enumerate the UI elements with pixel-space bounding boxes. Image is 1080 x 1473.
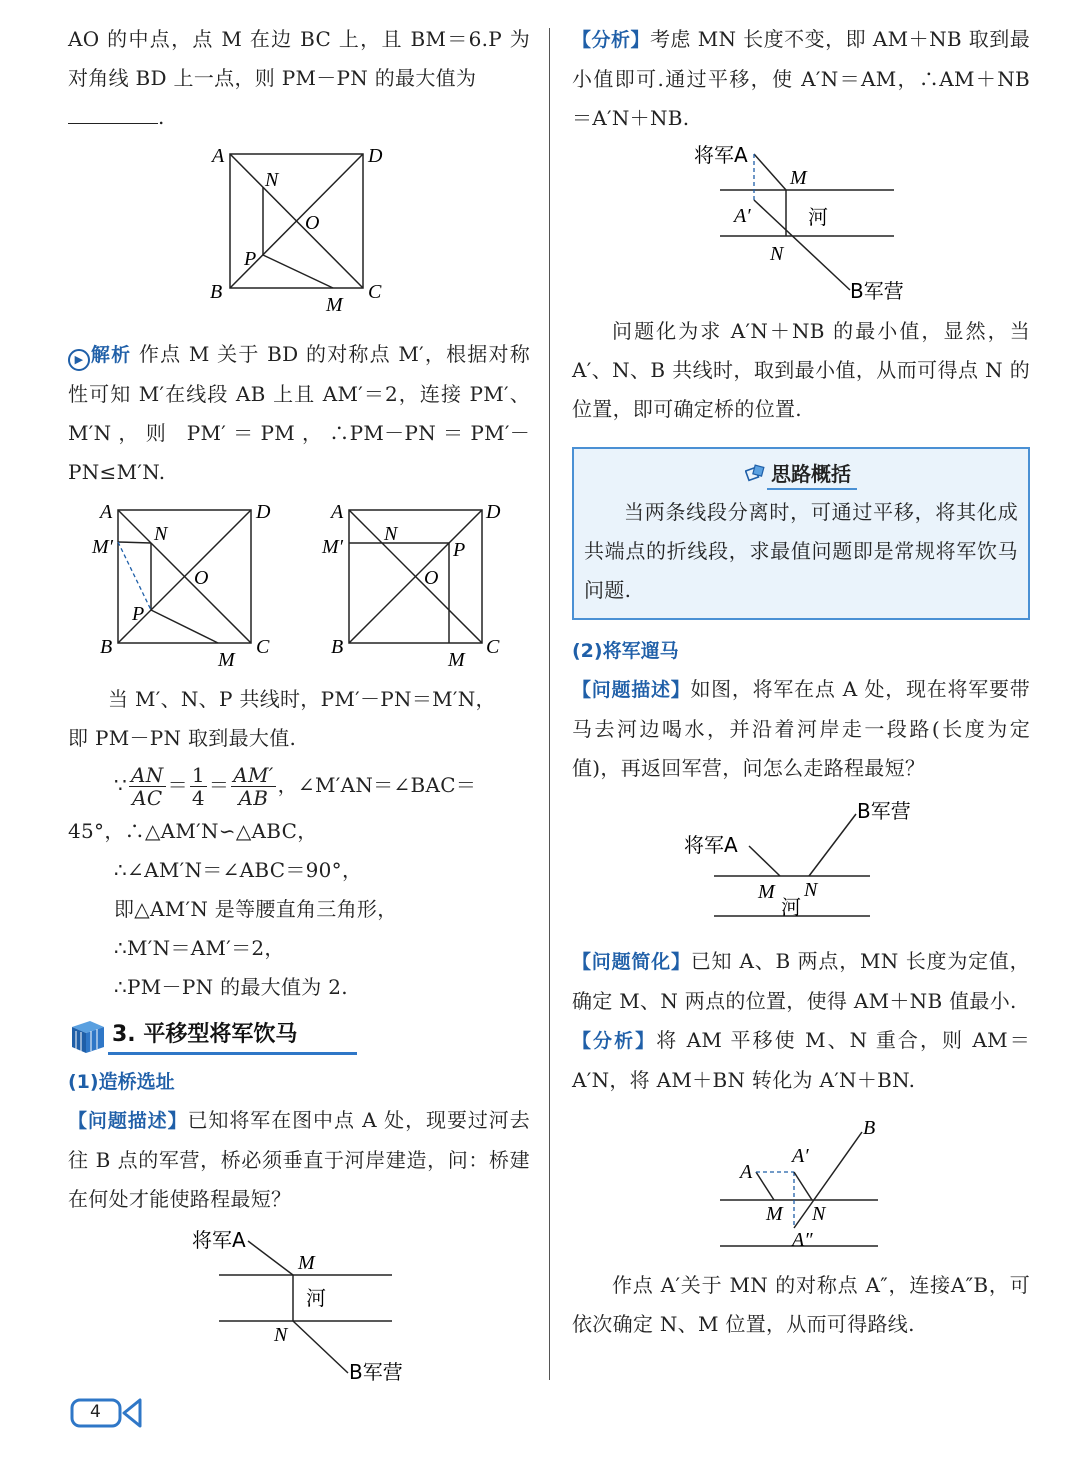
fenxi2-text: 将 AM 平移使 M、N 重合，则 AM＝A′N，将 AM＋BN 转化为 A′N＋BN. [572,1028,1030,1092]
label-m-right: M [448,649,465,671]
label-n-left: N [154,523,168,545]
wenti2-tag: 【问题描述】 [572,679,691,701]
summary-text: 当两条线段分离时，可通过平移，将其化成共端点的折线段，求最值问题即是常规将军饮马问题. [584,500,1018,602]
min-paragraph: 问题化为求 A′N＋NB 的最小值，显然，当 A′、N、B 共线时，取到最小值，从而可得点 N 的位置，即可确定桥的位置. [572,319,1030,421]
label-mprime-left: M′ [92,536,114,558]
wenti-tag: 【问题描述】 [68,1110,188,1132]
answer-blank [68,101,158,124]
label-m: M [326,294,343,316]
label-n: N [265,169,279,191]
summary-box [572,447,1030,620]
fenxi2-tag: 【分析】 [572,1030,657,1052]
fraction-numerator: AN [131,763,164,787]
subsection-2-title: (2)将军遛马 [572,640,679,662]
wenti2-text: 如图，将军在点 A 处，现在将军要带马去河边喝水，并沿着河岸走一段路(长度为定值)，再返回军营，问怎么走路程最短？ [572,677,1030,780]
segment-nb [809,814,856,876]
label-adoubleprime: A″ [792,1229,813,1251]
label-n: N [770,243,784,265]
section-3-title: 3. 平移型将军饮马 [108,1017,357,1055]
label-b: B [210,281,223,303]
column-divider [549,28,550,1380]
fraction-1-4 [190,764,207,809]
fraction-numerator: AM′ [233,763,274,787]
label-river: 河 [781,895,801,919]
angle-equality: ，∠M′AN＝∠BAC＝ [277,773,477,797]
bridge-figure [68,1225,530,1385]
segment-pm [263,255,333,288]
cube-icon [68,1017,108,1055]
problem-description-1 [68,1101,530,1219]
label-general-a: 将军A [684,833,738,857]
problem-period: . [158,105,165,129]
label-m: M [766,1203,783,1225]
square-figures-2 [68,498,530,676]
label-river: 河 [306,1286,326,1310]
equals-sign: ＝ [167,773,188,797]
jianhua-text: 已知 A、B 两点，MN 长度为定值，确定 M、N 两点的位置，使得 AM＋NB 值最小. [572,949,1030,1013]
page-badge-icon [70,1396,144,1432]
max-line: 即 PM－PN 取到最大值. [68,726,297,750]
jianhua-tag: 【问题简化】 [572,951,691,973]
jiexi-text: 作点 M 关于 BD 的对称点 M′，根据对称性可知 M′在线段 AB 上且 AM′＝2，连接 PM′、M′N，则 PM′＝PM，∴PM－PN＝PM′－PN≤M′N. [68,342,530,484]
label-a: A [740,1161,753,1183]
label-general-a: 将军A [694,143,748,167]
label-m: M [298,1252,315,1274]
segment-mpn-left [118,542,151,543]
page-number: 4 [90,1402,101,1422]
label-o-right: O [424,567,439,589]
label-aprime: A′ [734,205,751,227]
jiexi-tag: 解析 [90,344,132,366]
fenxi-text: 考虑 MN 长度不变，即 AM＋NB 取到最小值即可.通过平移，使 A′N＝AM，∴AM＋NB＝A′N＋NB. [572,27,1030,130]
segment-apn [794,1172,812,1200]
label-c-left: C [256,636,270,658]
angle-line: ∴∠AM′N＝∠ABC＝90°， [114,858,363,882]
label-general-a: 将军A [192,1228,246,1252]
segment-nb [293,1321,348,1373]
fraction-line [68,758,530,812]
play-icon: ▶ [68,349,90,371]
fraction-denominator: AC [132,786,163,810]
equals-sign: ＝ [208,773,230,797]
analysis-1 [572,20,1030,138]
segment-pm-left [151,610,218,643]
fenxi-tag: 【分析】 [572,29,650,51]
label-river: 河 [808,205,828,229]
label-o: O [305,212,320,234]
label-d-right: D [486,501,501,523]
label-a-left: A [100,501,113,523]
bridge-translation-figure [572,138,1030,308]
segment-am [749,846,780,876]
because-symbol: ∵ [114,773,128,797]
simplification [572,942,1030,1021]
label-b-camp: B军营 [349,1360,403,1384]
label-m: M [790,167,807,189]
segment-am [754,154,786,190]
wenti-text: 已知将军在图中点 A 处，现要过河去往 B 点的军营，桥必须垂直于河岸建造，问：桥建在何处才能使路程最短？ [68,1108,530,1211]
label-d-left: D [256,501,271,523]
label-b: B [863,1117,876,1139]
label-p-left: P [132,603,145,625]
segment-am [756,1172,774,1200]
label-d: D [368,145,383,167]
problem-blank-line [68,98,530,137]
label-c-right: C [486,636,500,658]
label-aprime: A′ [792,1145,809,1167]
subsection-1-title: (1)造桥选址 [68,1071,175,1093]
label-b-left: B [100,636,113,658]
walk-horse-figure [572,792,1030,942]
collinear-line: 当 M′、N、P 共线时，PM′－PN＝M′N， [108,687,496,711]
fraction-an-ac [129,764,166,809]
problem-description-2 [572,670,1030,788]
section-3-heading [68,1013,530,1059]
segment-mpp-dashed-left [118,542,151,610]
puzzle-icon [745,459,767,481]
fraction-numerator: 1 [191,763,205,787]
label-b-camp: B军营 [857,799,911,823]
isosceles-line: 即△AM′N 是等腰直角三角形， [114,897,398,921]
label-mprime-right: M′ [322,536,344,558]
analysis-2 [572,1021,1030,1100]
summary-title: 思路概括 [767,462,857,490]
label-c: C [368,281,382,303]
label-n-right: N [384,523,398,545]
segment-apb [754,200,850,290]
answer-line: ∴PM－PN 的最大值为 2. [114,975,348,999]
left-column [68,20,530,1385]
label-o-left: O [194,567,209,589]
reflection-figure [572,1110,1030,1258]
right-column [572,20,1030,1344]
problem-text [68,20,530,98]
fraction-denominator: AB [238,786,269,810]
summary-heading [584,455,1018,493]
label-b-right: B [331,636,344,658]
label-a: A [212,145,225,167]
jiexi-paragraph [68,335,530,492]
label-b-camp: B军营 [850,279,904,303]
fraction-denominator: 4 [191,786,205,810]
square-figure-1 [68,143,530,333]
label-n: N [274,1324,288,1346]
problem-sentence: AO 的中点，点 M 在边 BC 上，且 BM＝6.P 为对角线 BD 上一点，则 PM－PN 的最大值为 [68,27,530,90]
mn-line: ∴M′N＝AM′＝2， [114,936,285,960]
segment-am [248,1241,293,1275]
final-paragraph: 作点 A′关于 MN 的对称点 A″，连接A″B，可依次确定 N、M 位置，从而可得路线. [572,1273,1030,1336]
label-m-left: M [218,649,235,671]
similar-line: 45°，∴△AM′N∽△ABC， [68,819,318,843]
label-a-right: A [331,501,344,523]
label-p: P [244,248,257,270]
label-p-right: P [453,539,466,561]
label-n: N [804,879,818,901]
fraction-am-ab [231,764,275,809]
label-n: N [812,1203,826,1225]
label-m: M [758,881,775,903]
